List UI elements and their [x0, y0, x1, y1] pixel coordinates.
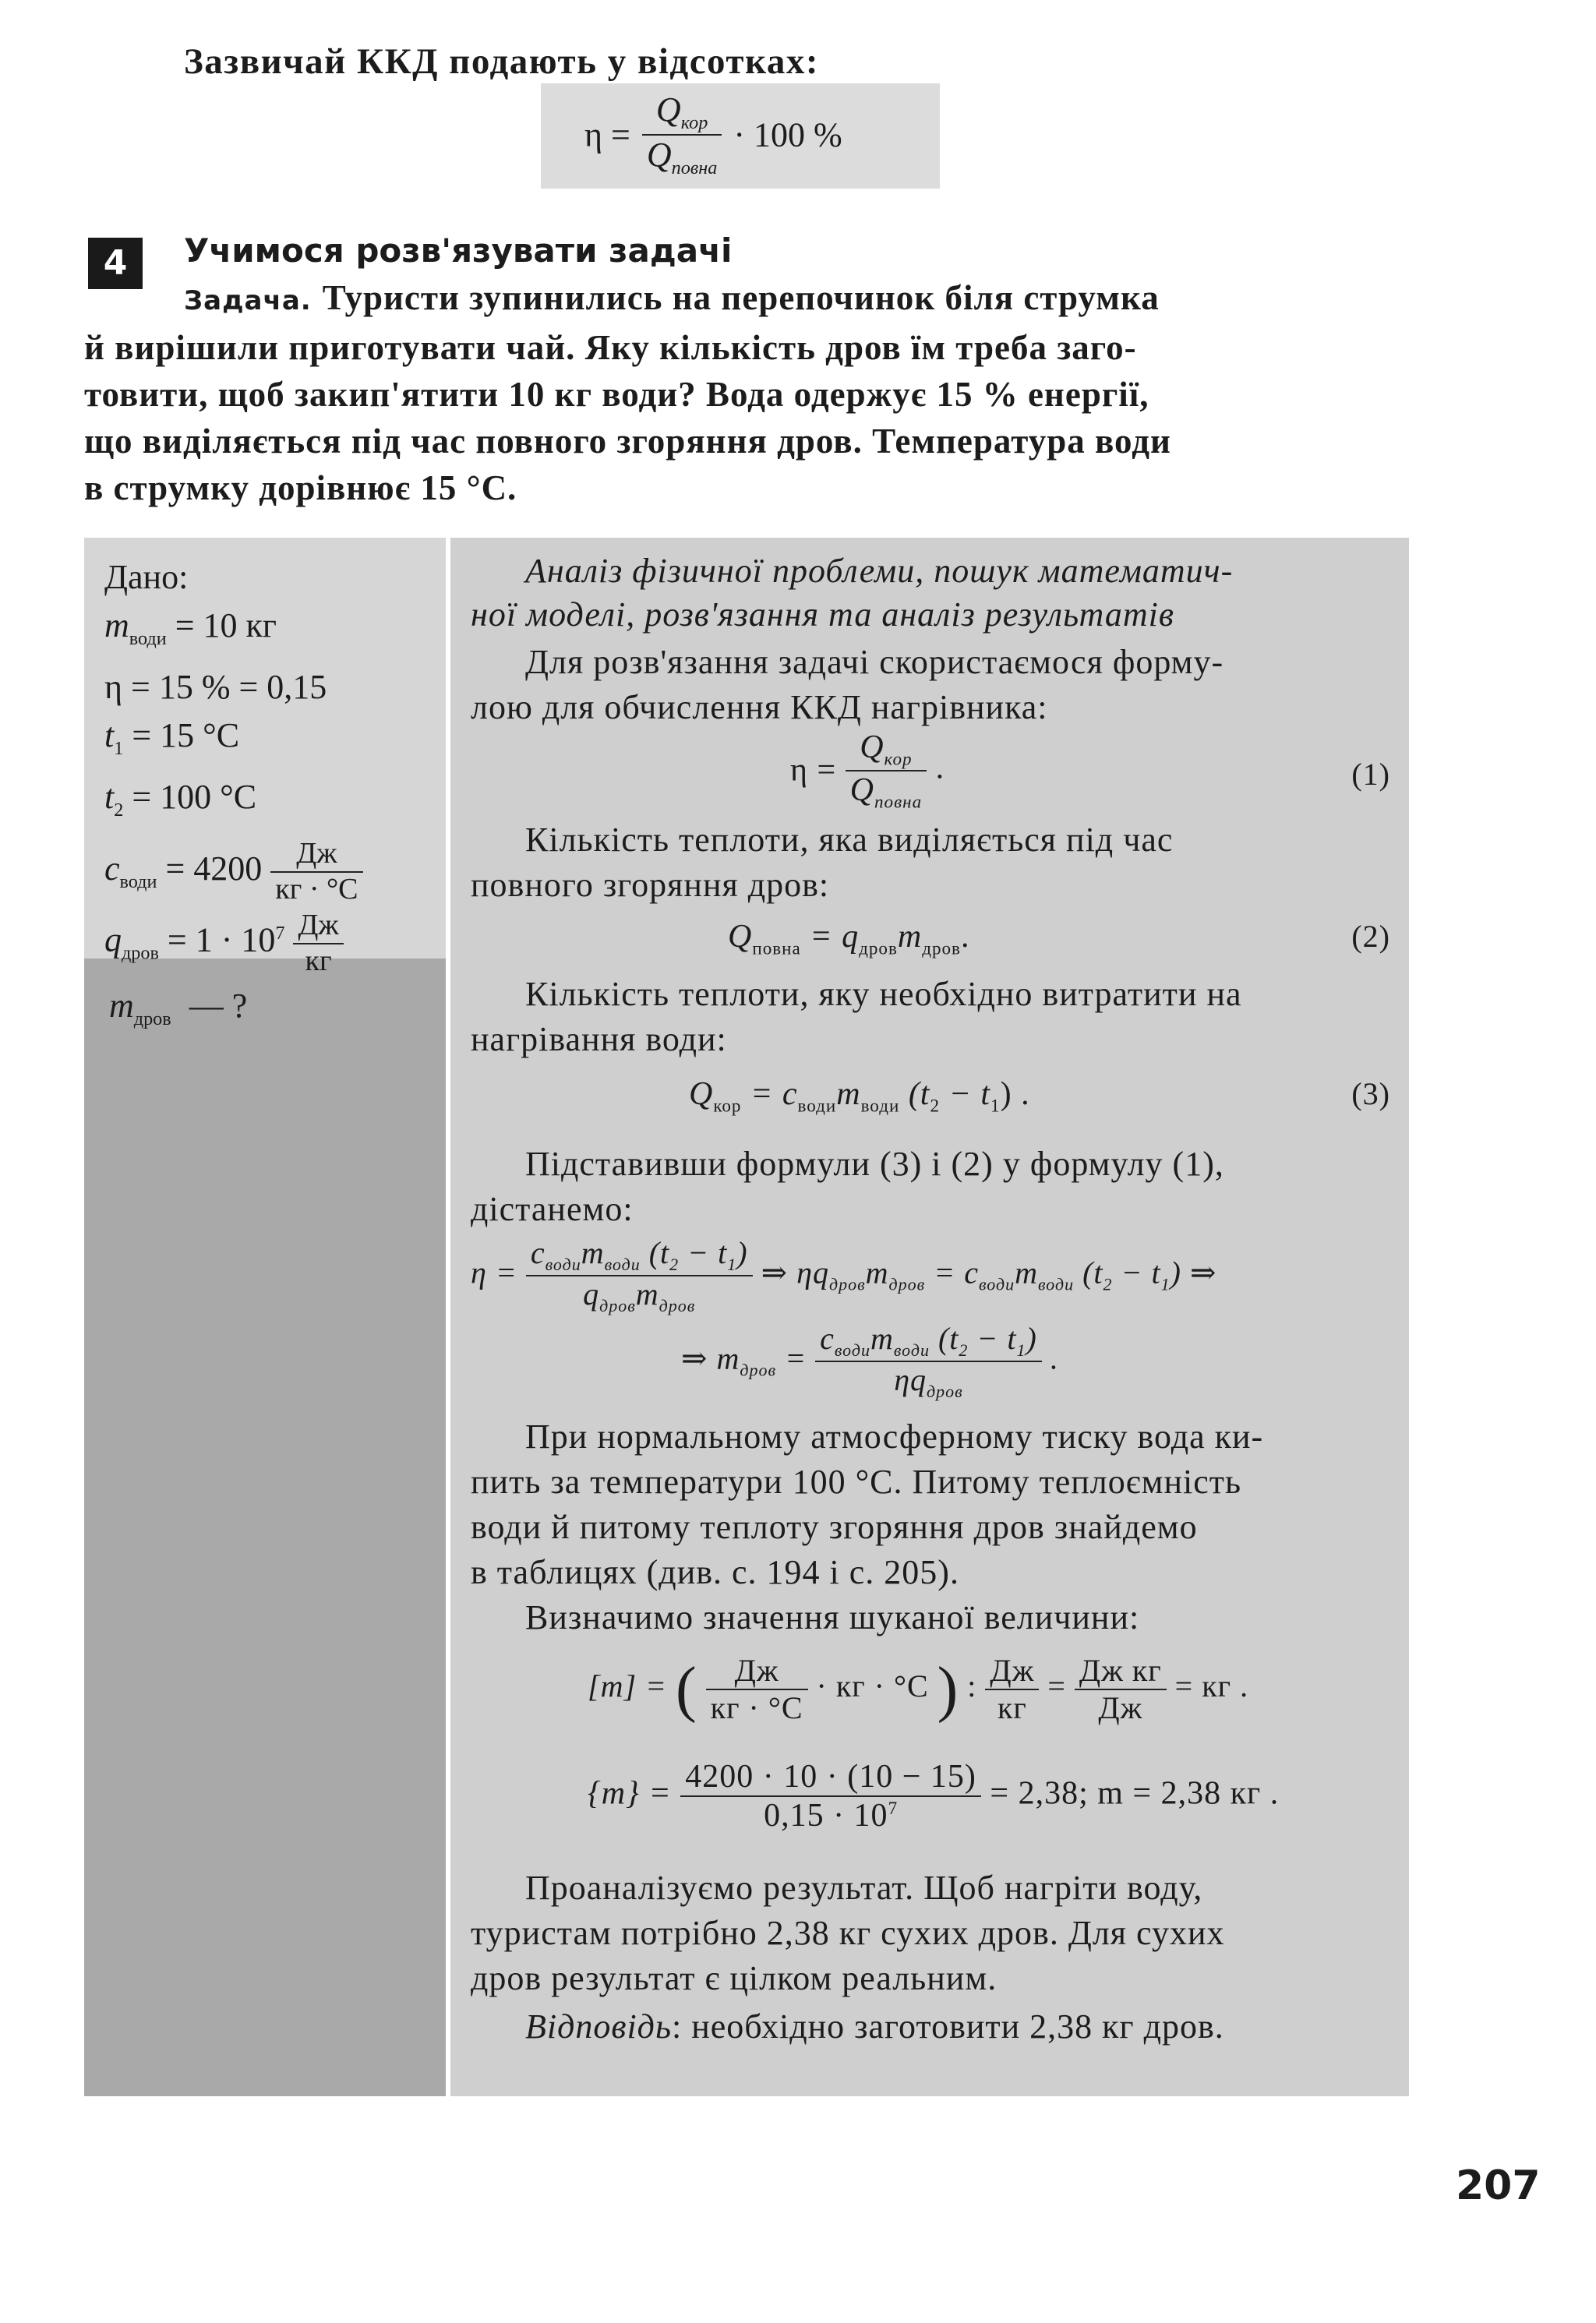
task-label: Задача.	[184, 285, 312, 316]
given-title: Дано:	[104, 558, 189, 596]
solution-paragraph-1: Для розв'язання задачі скористаємося форму- лою для обчислення ККД нагрівника:	[471, 643, 1224, 726]
given-t1: $t_1 = 15$ °C	[104, 715, 240, 759]
task-paragraph: Задача. Туристи зупинились на перепочинок біля струмка й вирішили приготувати чай. Яку кількість дров їм треба заго- товити, щоб закип'ятити 10 кг води? Вода одержує 15 % енергії, що виділяється під час повного згоряння дров. Температура води в струмку дорівнює 15 °C.	[84, 278, 1171, 507]
given-mass-water: $m_{води} = 10$ кг	[104, 606, 277, 649]
answer-text: : необхідно заготовити 2,38 кг дров.	[671, 2007, 1224, 2046]
solution-paragraph-6: Визначимо значення шуканої величини:	[525, 1598, 1140, 1636]
given-specific-heat: $c_{води} = 4200$ $\frac{Дж}{кг \cdot ^\circ C}$	[104, 838, 363, 906]
numeric-result: {m} = $\frac{4200 \cdot 10 \cdot (10 - 15)}{0,15 \cdot 10^7}$ = 2,38; m = 2,38 кг .	[588, 1759, 1280, 1834]
solution-heading: Аналіз фізичної проблеми, пошук математич- ної моделі, розв'язання та аналіз результатів	[471, 552, 1234, 634]
find-quantity: $m_{дров}$ — ?	[109, 987, 248, 1029]
find-panel	[84, 959, 447, 2096]
solution-paragraph-7: Проаналізуємо результат. Щоб нагріти воду, туристам потрібно 2,38 кг сухих дров. Для сухих дров результат є цілком реальним.	[471, 1869, 1225, 1997]
section-title: Учимося розв'язувати задачі	[184, 231, 733, 270]
efficiency-percent-formula: η = $\frac{Q_{кор}}{Q_{повна}}$ · 100 %	[584, 90, 842, 178]
given-list	[104, 553, 363, 978]
answer	[471, 2004, 1390, 2049]
units-check: [m] = ( $\frac{Дж}{кг \cdot ^\circ C}$ · кг · °C ) : $\frac{Дж}{кг}$ = $\frac{\text{Дж кг}}{Дж}$ = кг .	[588, 1653, 1249, 1725]
solution-content	[471, 549, 1390, 2049]
equation-2: $Q_{повна} = q_{дров}m_{дров}$. (2)	[728, 919, 1390, 959]
derivation-line-2: ⇒ $m_{дров}$ = $\frac{c_{води}m_{води} (t_2 - t_1)}{\eta q_{дров}}$ .	[681, 1321, 1059, 1402]
solution-paragraph-2: Кількість теплоти, яка виділяється під час повного згоряння дров:	[471, 821, 1174, 904]
equation-1: η = $\frac{Q_{кор}}{Q_{повна}}$ . (1)	[790, 729, 1390, 812]
derivation-line-1: η = $\frac{c_{води}m_{води} (t_2 - t_1)}{q_{дров}m_{дров}}$ ⇒ $\eta q_{дров}m_{дров} = c_{води}m_{води}$ $(t_2 - t_1)$ ⇒	[471, 1235, 1217, 1316]
page-number: 207	[1456, 2162, 1541, 2209]
solution-paragraph-5: При нормальному атмосферному тиску вода ки- пить за температури 100 °C. Питому теплоємність води й питому теплоту згоряння дров знайдемо в таблицях (див. с. 194 і с. 205).	[471, 1417, 1264, 1591]
section-badge: 4	[88, 238, 143, 289]
given-t2: $t_2 = 100$ °C	[104, 777, 257, 821]
answer-label: Відповідь	[525, 2007, 672, 2046]
intro-text: Зазвичай ККД подають у відсотках:	[184, 41, 820, 82]
solution-paragraph-4: Підставивши формули (3) і (2) у формулу (1), дістанемо:	[471, 1145, 1224, 1228]
solution-paragraph-3: Кількість теплоти, яку необхідно витратити на нагрівання води:	[471, 975, 1242, 1058]
equation-3: $Q_{кор} = c_{води}m_{води}$ $(t_2 - t_1)$ . (3)	[689, 1076, 1390, 1116]
given-efficiency: η = 15 % = 0,15	[104, 667, 327, 706]
given-heat-of-combustion: $q_{дров} = 1 \cdot 10^7$ $\frac{Дж}{кг}$	[104, 909, 363, 977]
